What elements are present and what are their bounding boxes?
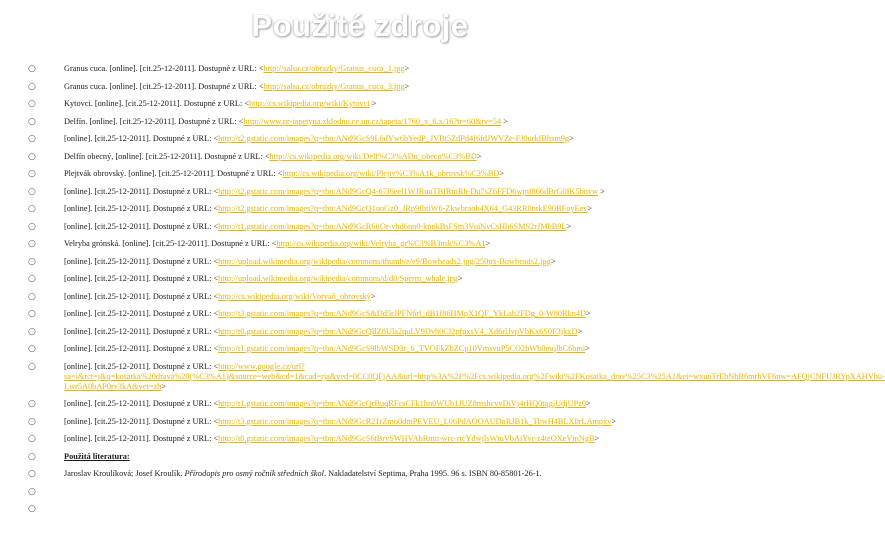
reference-link[interactable]: http://cs.wikipedia.org/wiki/Kytovci <box>249 99 370 108</box>
reference-item <box>24 309 704 319</box>
empty-list-item <box>24 487 704 497</box>
reference-tail: > <box>611 416 617 426</box>
reference-text: Velryba grónská. [online]. [cit.25-12-2011]. Dostupné z URL: < <box>64 239 277 248</box>
reference-tail: > <box>404 81 410 91</box>
bullet-icon: ○ <box>28 256 36 267</box>
reference-link[interactable]: http://salsa.cz/obrazky/Granus_cuca_1.jpg <box>263 64 405 73</box>
reference-text: [online]. [cit.25-12-2011]. Dostupné z URL: < <box>64 256 219 266</box>
reference-link[interactable]: http://t1.gstatic.com/images?q=tbn:ANd9GcR6iiOr-vhd6nn0-kpnkBsFSm3VuiNvCsHh6SMS2rJMhB9L <box>218 221 567 231</box>
reference-tail: > <box>586 399 591 408</box>
reference-tail: > <box>369 99 377 108</box>
reference-item <box>24 152 704 162</box>
reference-item <box>24 187 704 197</box>
reference-item <box>24 257 704 267</box>
bullet-icon: ○ <box>28 469 36 479</box>
literature-heading-item <box>24 452 704 462</box>
bullet-icon: ○ <box>28 134 36 144</box>
bullet-icon: ○ <box>28 116 36 127</box>
reference-tail: > <box>577 326 583 336</box>
reference-link[interactable]: http://t1.gstatic.com/images?q=tbn:ANd9GcQrBuqRFcsCFk1hn0WUb1JUZ8mshcvvDiVj4rHQ0tqgjUdjUPz0 <box>218 399 587 408</box>
reference-text: Plejtvák obrovský. [online]. [cit.25-12-2011]. Dostupné z URL: < <box>64 169 283 178</box>
bullet-icon: ○ <box>28 309 36 319</box>
reference-link[interactable]: http://upload.wikimedia.org/wikipedia/commons/d/d0/Sperm_whale.jpg <box>218 274 458 283</box>
reference-text: Delfín. [online]. [cit.25-12-2011]. Dostupné z URL: < <box>64 116 244 126</box>
reference-text: [online]. [cit.25-12-2011]. Dostupné z URL: < <box>64 274 219 283</box>
reference-link[interactable]: http://cs.wikipedia.org/wiki/Delf%C3%ADn_obecn%C3%BD <box>269 151 477 161</box>
bullet-icon: ○ <box>28 451 36 462</box>
reference-tail: > <box>569 134 574 143</box>
reference-link[interactable]: http://t2.gstatic.com/images?q=tbn:ANd9GcQ1uoGz0_JRp9fhtiW6-Zkwbraoh4X64_G43RR0nrkE90BFoyEev <box>218 204 588 213</box>
empty-list-item <box>24 504 704 514</box>
bullet-icon: ○ <box>28 504 36 514</box>
reference-tail: > <box>476 151 482 161</box>
bullet-icon: ○ <box>28 221 36 232</box>
bullet-icon: ○ <box>28 151 36 162</box>
reference-item <box>24 344 704 354</box>
reference-link[interactable]: http://cs.wikipedia.org/wiki/Velryba_gr%C3%B3nsk%C3%A1 <box>276 239 486 248</box>
reference-item <box>24 399 704 409</box>
reference-link[interactable]: http://t2.gstatic.com/images?q=tbn:ANd9GcS9L6dYw6hYedP_JVBt5ZdPd4f6fdJWVZe-FJ0urkfBhsm9g <box>218 134 570 143</box>
reference-item <box>24 239 704 249</box>
reference-link[interactable]: http://t1.gstatic.com/images?q=tbn:ANd9GcS9lbWSD3r_6_TVOFkZbZCp10VmsvuP5CO2bWb0mqlbC6bmi <box>218 344 586 353</box>
reference-tail: > <box>566 221 572 231</box>
reference-tail: > <box>550 256 556 266</box>
slide-title: Použité zdroje <box>251 8 469 43</box>
reference-text: Delfín obecný, [online]. [cit.25-12-2011]. Dostupné z URL: < <box>64 151 270 161</box>
bullet-icon: ○ <box>28 344 36 354</box>
reference-list <box>24 64 885 522</box>
reference-text: [online]. [cit.25-12-2011]. Dostupné z URL: < <box>64 221 219 231</box>
reference-text: [online]. [cit.25-12-2011]. Dostupné z URL: < <box>64 416 219 426</box>
reference-text: [online]. [cit.25-12-2011]. Dostupné z URL: < <box>64 204 219 213</box>
book-title: Přírodopis pro osmý ročník středních škol <box>184 469 324 478</box>
reference-tail: > <box>598 186 605 196</box>
bullet-icon: ○ <box>28 326 36 337</box>
reference-text: Granus cuca. [online]. [cit.25-12-2011]. Dostupné z URL: < <box>64 81 264 91</box>
reference-text: Granus cuca. [online]. [cit.25-12-2011]. Dostupné z URL: < <box>64 64 264 73</box>
reference-text: [online]. [cit.25-12-2011]. Dostupné z URL: < <box>64 361 219 371</box>
reference-item <box>24 99 704 109</box>
reference-link[interactable]: http://t3.gstatic.com/images?q=tbn:ANd9GcS&Dd5rJPFN6rl_dB1f86HMpX1QF_YkLab2FDg_0-W80Rkn4D <box>218 309 587 318</box>
reference-link[interactable]: http://t2.gstatic.com/images?q=tbn:ANd9GcQ4-67f6eel1WJRuuTBIRmRh-Du7sZ6FFD6wjnf866dBrG0IK5bnvw <box>218 186 599 196</box>
reference-text: [online]. [cit.25-12-2011]. Dostupné z URL: < <box>64 326 219 336</box>
reference-tail: > <box>370 291 376 301</box>
bullet-icon: ○ <box>28 81 36 92</box>
reference-link[interactable]: http://cs.wikipedia.org/wiki/Vorvaň_obrovský <box>218 291 371 301</box>
reference-tail: > <box>499 169 505 178</box>
reference-text: [online]. [cit.25-12-2011]. Dostupné z URL: < <box>64 134 219 143</box>
bullet-icon: ○ <box>28 399 36 409</box>
bullet-icon: ○ <box>28 291 36 302</box>
reference-text: [online]. [cit.25-12-2011]. Dostupné z URL: < <box>64 309 219 318</box>
literature-heading: Použitá literatura: <box>64 451 130 461</box>
bullet-icon: ○ <box>28 64 36 74</box>
reference-item <box>24 434 704 444</box>
reference-item <box>24 64 704 74</box>
reference-tail: > <box>585 344 590 353</box>
reference-item <box>24 327 704 337</box>
bullet-icon: ○ <box>28 416 36 427</box>
reference-item <box>24 361 885 392</box>
bullet-icon: ○ <box>28 434 36 444</box>
reference-link[interactable]: http://t0.gstatic.com/images?q=tbn:ANd9GcS6tBrvSWHVAbRmn-wrc-rtcYdwjlsWtuVbAiYvr-z4teOXeVmNgB <box>218 434 595 443</box>
reference-tail: > <box>501 116 508 126</box>
bullet-icon: ○ <box>28 274 36 284</box>
reference-tail: > <box>594 434 600 443</box>
reference-item <box>24 274 704 284</box>
reference-link[interactable]: http://t3.gstatic.com/images?q=tbn:ANd9GcR21rZmo0dmPEVEU_L06PdAOOAUDnRJB1k_TbwH4BLX0rLAmpxv <box>218 416 612 426</box>
reference-item <box>24 222 704 232</box>
reference-tail: > <box>485 239 491 248</box>
bullet-icon: ○ <box>28 361 36 372</box>
reference-item <box>24 134 704 144</box>
reference-tail: > <box>586 309 591 318</box>
reference-text: [online]. [cit.25-12-2011]. Dostupné z URL: < <box>64 291 219 301</box>
book-authors: Jaroslav Kroulíková; Josef Kroulík. <box>64 469 185 478</box>
reference-text: [online]. [cit.25-12-2011]. Dostupné z URL: < <box>64 186 219 196</box>
bullet-icon: ○ <box>28 186 36 197</box>
reference-link[interactable]: http://upload.wikimedia.org/wikipedia/commons/thumb/e/e9/Bowheads2.jpg/250px-Bowheads2.jpg <box>218 256 551 266</box>
reference-item <box>24 169 704 179</box>
reference-tail: > <box>404 64 410 73</box>
reference-link[interactable]: http://t0.gstatic.com/images?q=tbn:ANd9GcQIlZ8Ula2quLV9Dvh0Cl2pfpxsV4_Xd6rlJvpVbKx6S0F3jkxD <box>218 326 578 336</box>
reference-item <box>24 417 704 427</box>
reference-text: [online]. [cit.25-12-2011]. Dostupné z URL: < <box>64 344 219 353</box>
reference-link[interactable]: http://cs.wikipedia.org/wiki/Plejtv%C3%A1k_obrovsk%C3%BD <box>282 169 500 178</box>
reference-tail: > <box>161 381 167 391</box>
reference-item <box>24 82 704 92</box>
reference-tail: > <box>457 274 463 283</box>
bullet-icon: ○ <box>28 204 36 214</box>
reference-link[interactable]: http://salsa.cz/obrazky/Granus_cuca_3.jpg <box>263 81 405 91</box>
reference-text: [online]. [cit.25-12-2011]. Dostupné z URL: < <box>64 399 219 408</box>
bullet-icon: ○ <box>28 239 36 249</box>
reference-item <box>24 117 704 127</box>
bullet-icon: ○ <box>28 169 36 179</box>
reference-item <box>24 204 704 214</box>
reference-link[interactable]: http://www.google.cz/url?sa=i&rct=j&q=kosatka%20dravá%20(%C3%A1)&source=web&cd=1&cad=rja&ved=0CC0QFjAA&url=http%3A%2F%2Fcs.wikipedia.org%2Fwiki%2FKosatka_drav%25C3%25A1&ei=wxunTrEbNhB6mrhVF6nw=AFQjCNFUJRYpXAHVhu-Lwr5A0bAP0rv3kA&vet=zh <box>64 361 885 391</box>
reference-tail: > <box>587 204 593 213</box>
bullet-icon: ○ <box>28 99 36 109</box>
reference-item <box>24 292 704 302</box>
bullet-icon: ○ <box>28 486 36 497</box>
reference-text: [online]. [cit.25-12-2011]. Dostupné z URL: < <box>64 434 219 443</box>
reference-link[interactable]: http://www.pr-tapetyna.xklodno.ce.un.cz/tapeta/1760_x_6.x/16?tr=60&tv=54 <box>243 116 502 126</box>
reference-text: Kytovci. [online]. [cit.25-12-2011]. Dostupné z URL: < <box>64 99 250 108</box>
reference-item <box>24 469 704 479</box>
book-publisher: . Nakladatelství Septima, Praha 1995. 96 s. ISBN 80-85801-26-1. <box>323 469 542 478</box>
